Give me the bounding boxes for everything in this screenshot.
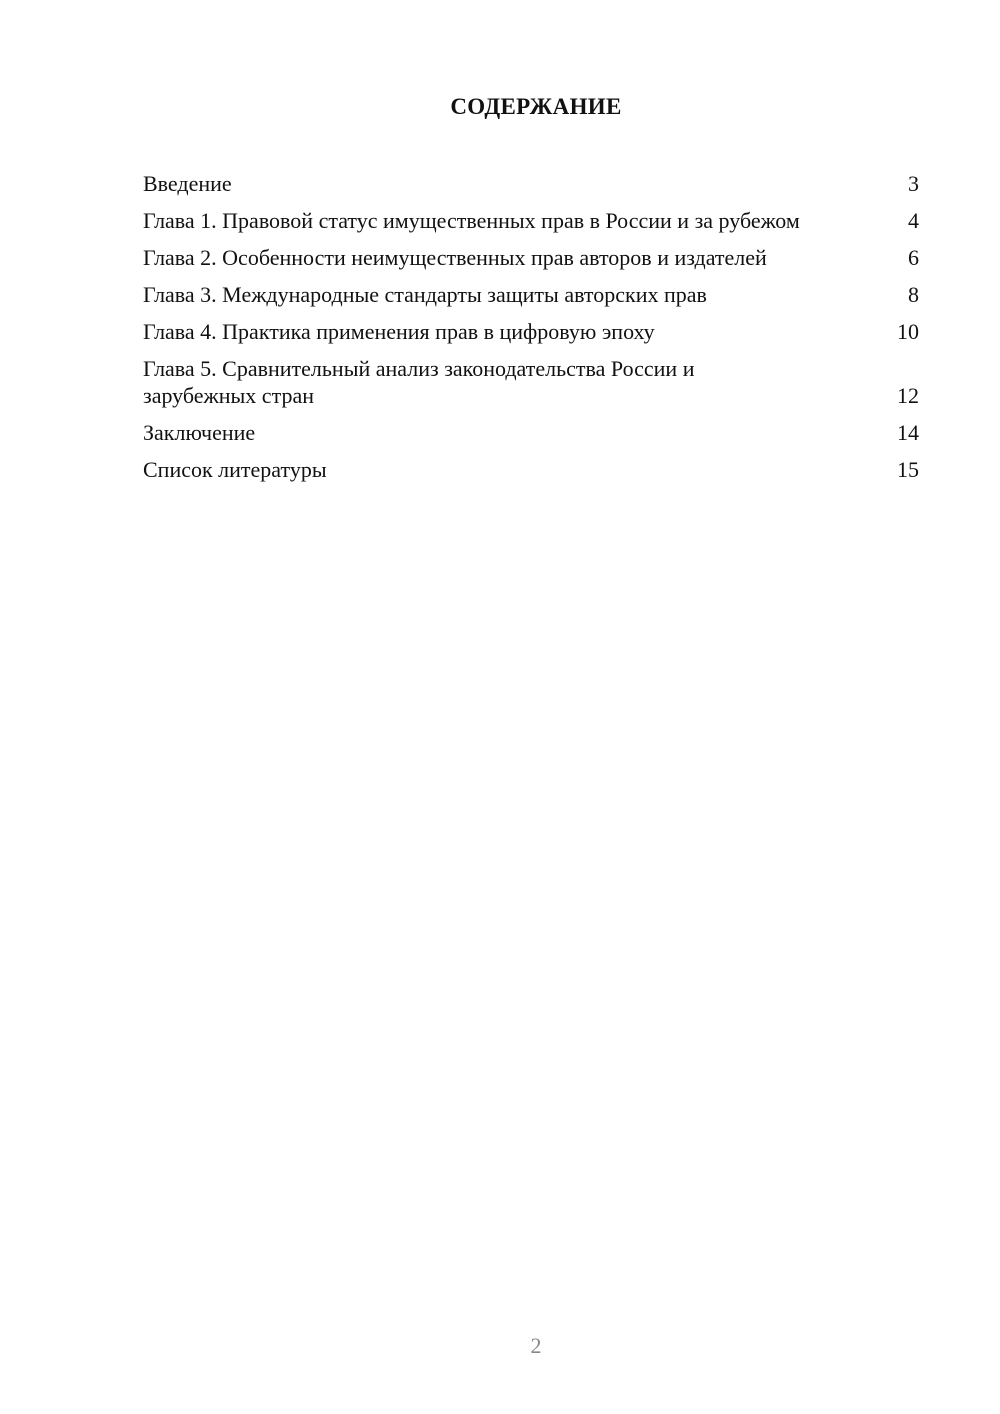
toc-entry-bibliography[interactable] (143, 456, 919, 483)
toc-entry-text: Глава 3. Международные стандарты защиты авторских прав (143, 282, 707, 307)
toc-entry-text: Глава 1. Правовой статус имущественных прав в России и за рубежом (143, 208, 800, 233)
toc-entry-chapter-4[interactable] (143, 318, 919, 345)
toc-entry-text: Заключение (143, 420, 256, 445)
toc-entry-chapter-3[interactable] (143, 281, 919, 308)
toc-entry-page: 6 (908, 245, 919, 270)
page-title: СОДЕРЖАНИЕ (450, 94, 622, 119)
toc-entry-chapter-1[interactable] (143, 207, 919, 234)
toc-entry-chapter-5[interactable] (143, 355, 919, 409)
toc-entry-page: 8 (908, 282, 919, 307)
toc-entry-page: 4 (908, 208, 919, 233)
toc-entry-text: Введение (143, 171, 232, 196)
toc-entry-conclusion[interactable] (143, 419, 919, 446)
page-number: 2 (530, 1333, 542, 1358)
toc-entry-page: 12 (897, 383, 919, 408)
toc-entry-text: Глава 4. Практика применения прав в цифровую эпоху (143, 319, 655, 344)
toc-entry-page: 15 (897, 457, 919, 482)
toc-entry-text: Список литературы (143, 457, 327, 482)
toc-entry-chapter-2[interactable] (143, 244, 919, 271)
toc-entry-text: Глава 5. Сравнительный анализ законодательства России и зарубежных стран (143, 356, 695, 408)
table-of-contents (143, 170, 919, 493)
toc-entry-page: 3 (908, 171, 919, 196)
toc-entry-page: 10 (897, 319, 919, 344)
toc-entry-page: 14 (897, 420, 919, 445)
toc-entry-introduction[interactable] (143, 170, 919, 197)
toc-entry-text: Глава 2. Особенности неимущественных прав авторов и издателей (143, 245, 767, 270)
